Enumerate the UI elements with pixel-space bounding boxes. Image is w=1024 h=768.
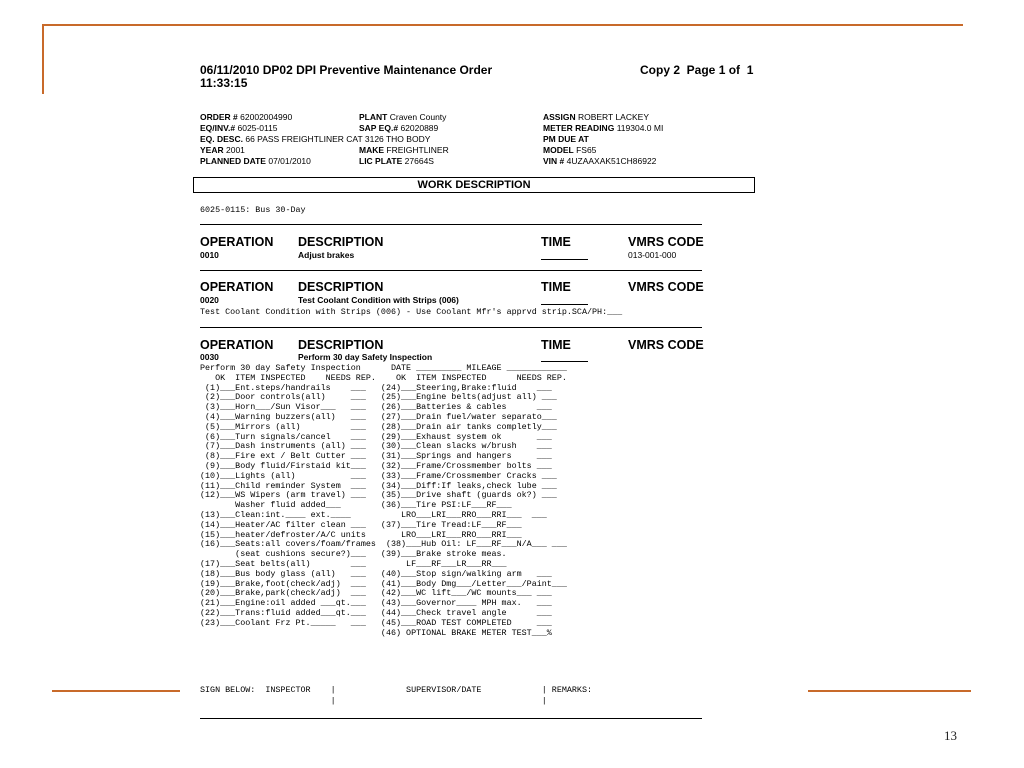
work-subtitle: 6025-0115: Bus 30-Day [200, 205, 306, 215]
op1-time-blank [541, 259, 588, 260]
header-col1: ORDER # 62002004990 EQ/INV.# 6025-0115 EQ. DESC. 66 PASS FREIGHTLINER CAT 3126 THO BODY YEAR 2001 PLANNED DATE 07/01/2010 [200, 112, 431, 166]
checklist-row: (5)___Mirrors (all) ___ (28)___Drain air tanks completly___ [200, 421, 557, 432]
op1-time-label: TIME [541, 235, 571, 249]
op2-time-blank [541, 304, 588, 305]
checklist-row: (15)___heater/defroster/A/C units LRO___LRI___RRO___RRI___ [200, 529, 522, 540]
op3-operation-label: OPERATION [200, 338, 274, 352]
inspection-checklist [200, 364, 567, 638]
checklist-row: (22)___Trans:fluid added___qt.___ (44)___Check travel angle ___ [200, 607, 552, 618]
op1-vmrs-code: 013-001-000 [628, 250, 677, 260]
lic-plate: 27664S [404, 156, 434, 166]
divider [200, 327, 702, 328]
bottom-divider [200, 718, 702, 719]
make-value: FREIGHTLINER [386, 145, 449, 155]
checklist-row: (11)___Child reminder System ___ (34)___Diff:If leaks,check lube ___ [200, 480, 557, 491]
meter-reading: 119304.0 MI [616, 123, 664, 133]
op1-description: Adjust brakes [298, 250, 355, 260]
vin-value: 4UZAAXAK51CH86922 [566, 156, 657, 166]
op3-time-label: TIME [541, 338, 571, 352]
op3-code: 0030 [200, 352, 219, 362]
plant-value: Craven County [389, 112, 447, 122]
slide-page-number: 13 [944, 728, 957, 743]
checklist-row: (3)___Horn___/Sun Visor___ ___ (26)___Batteries & cables ___ [200, 402, 552, 413]
year-value: 2001 [226, 145, 245, 155]
model-value: FS65 [576, 145, 597, 155]
document-time [200, 77, 247, 89]
checklist-row: (10)___Lights (all) ___ (33)___Frame/Crossmember Cracks ___ [200, 470, 557, 481]
slide-left-rule [42, 24, 44, 94]
checklist-row: (6)___Turn signals/cancel ___ (29)___Exhaust system ok ___ [200, 431, 552, 442]
sign-below-line: SIGN BELOW: INSPECTOR | SUPERVISOR/DATE | REMARKS: [200, 685, 593, 695]
checklist-row: (19)___Brake,foot(check/adj) ___ (41)___Body Dmg___/Letter___/Paint___ [200, 578, 567, 589]
checklist-row: (1)___Ent.steps/handrails ___ (24)___Steering,Brake:fluid ___ [200, 382, 552, 393]
copy-page-label: Copy 2 Page 1 of 1 [640, 63, 754, 77]
eq-inv-number: 6025-0115 [237, 123, 278, 133]
header-col2: PLANT Craven County SAP EQ.# 62020889 MAKE FREIGHTLINER LIC PLATE 27664S [359, 112, 449, 166]
checklist-row: (7)___Dash instruments (all) ___ (30)___Clean slacks w/brush ___ [200, 441, 552, 452]
sap-eq-number: 62020889 [400, 123, 439, 133]
checklist-row: (16)___Seats:all covers/foam/frames (38)___Hub Oil: LF___RF___N/A___ ___ [200, 539, 567, 550]
checklist-row: (20)___Brake,park(check/adj) ___ (42)___WC lift___/WC mounts___ ___ [200, 588, 552, 599]
slide-bottom-right-rule [808, 690, 971, 692]
checklist-row: (4)___Warning buzzers(all) ___ (27)___Drain fuel/water separato___ [200, 411, 557, 422]
checklist-row: (46) OPTIONAL BRAKE METER TEST___% [200, 627, 552, 638]
title-line1: 06/11/2010 DP02 DPI Preventive Maintenance Order [200, 63, 493, 77]
header-col3: ASSIGN ROBERT LACKEY METER READING 119304.0 MI PM DUE AT MODEL FS65 VIN # 4UZAAXAK51CH86922 [543, 112, 664, 166]
op2-description-label: DESCRIPTION [298, 280, 384, 294]
op2-description: Test Coolant Condition with Strips (006) [298, 295, 459, 305]
title-line2: 11:33:15 [200, 76, 248, 90]
work-description-header: WORK DESCRIPTION [193, 177, 755, 193]
checklist-row: (seat cushions secure?)___ (39)___Brake stroke meas. [200, 549, 507, 560]
checklist-row: (21)___Engine:oil added ___qt.___ (43)___Governor____ MPH max. ___ [200, 598, 552, 609]
op1-vmrs-label: VMRS CODE [628, 235, 704, 249]
slide-bottom-left-rule [52, 690, 180, 692]
checklist-row: (17)___Seat belts(all) ___ LF___RF___LR___RR___ [200, 558, 507, 569]
checklist-row: (2)___Door controls(all) ___ (25)___Engine belts(adjust all) ___ [200, 392, 557, 403]
checklist-row: (12)___WS Wipers (arm travel) ___ (35)___Drive shaft (guards ok?) ___ [200, 490, 557, 501]
sign-below-line-2: | | [200, 696, 547, 706]
checklist-row: (18)___Bus body glass (all) ___ (40)___Stop sign/walking arm ___ [200, 568, 552, 579]
divider [200, 270, 702, 271]
checklist-row: (13)___Clean:int.____ ext.____ LRO___LRI___RRO___RRI___ ___ [200, 509, 547, 520]
checklist-row: (23)___Coolant Frz Pt._____ ___ (45)___ROAD TEST COMPLETED ___ [200, 617, 552, 628]
op2-note: Test Coolant Condition with Strips (006) - Use Coolant Mfr's apprvd strip.SCA/PH:___ [200, 307, 623, 317]
checklist-row: (9)___Body fluid/Firstaid kit___ (32)___Frame/Crossmember bolts ___ [200, 460, 552, 471]
divider [200, 224, 702, 225]
checklist-row: Washer fluid added___ (36)___Tire PSI:LF___RF___ [200, 500, 512, 511]
op1-code: 0010 [200, 250, 219, 260]
checklist-column-headers: OK ITEM INSPECTED NEEDS REP. OK ITEM INSPECTED NEEDS REP. [200, 372, 567, 383]
op2-operation-label: OPERATION [200, 280, 274, 294]
inspection-date-mileage-line: Perform 30 day Safety Inspection DATE _________ MILEAGE ____________ [200, 363, 567, 373]
assign-value: ROBERT LACKEY [577, 112, 649, 122]
checklist-row: (8)___Fire ext / Belt Cutter ___ (31)___Springs and hangers ___ [200, 451, 552, 462]
op3-vmrs-label: VMRS CODE [628, 338, 704, 352]
op2-time-label: TIME [541, 280, 571, 294]
order-number: 62002004990 [240, 112, 293, 122]
document-title [200, 64, 492, 76]
slide-top-rule [42, 24, 963, 26]
checklist-row: (14)___Heater/AC filter clean ___ (37)___Tire Tread:LF___RF___ [200, 519, 522, 530]
op2-vmrs-label: VMRS CODE [628, 280, 704, 294]
planned-date: 07/01/2010 [268, 156, 311, 166]
op1-operation-label: OPERATION [200, 235, 274, 249]
op3-time-blank [541, 361, 588, 362]
op2-code: 0020 [200, 295, 219, 305]
op1-description-label: DESCRIPTION [298, 235, 384, 249]
eq-description: 66 PASS FREIGHTLINER CAT 3126 THO BODY [245, 134, 431, 144]
op3-description: Perform 30 day Safety Inspection [298, 352, 433, 362]
op3-description-label: DESCRIPTION [298, 338, 384, 352]
